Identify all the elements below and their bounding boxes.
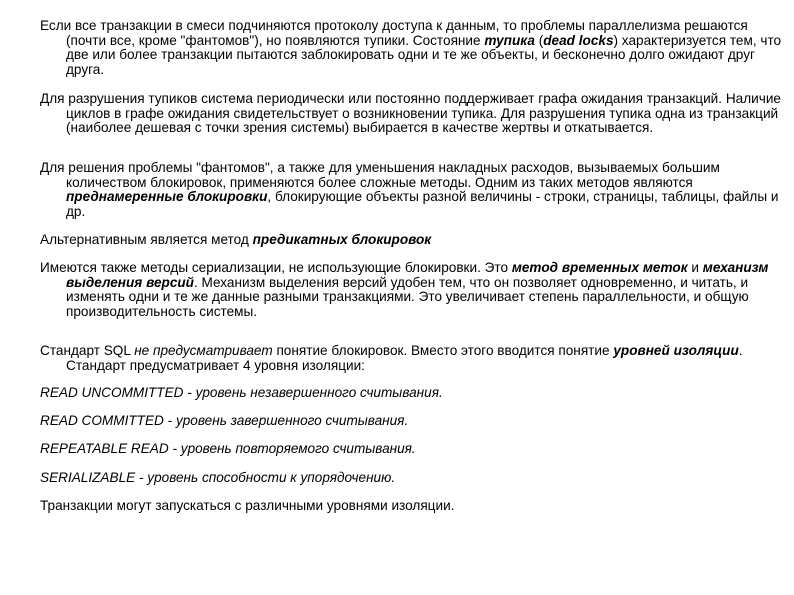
level-name: READ UNCOMMITTED (40, 385, 184, 400)
term-not-provided: не предусматривает (134, 343, 273, 358)
isolation-level-item (40, 414, 786, 429)
paragraph-predicate-locks (40, 233, 786, 248)
text: и (687, 260, 703, 275)
level-description: - уровень способности к упорядочению. (135, 470, 396, 485)
level-description: - уровень завершенного считывания. (163, 413, 409, 428)
isolation-level-item (40, 386, 786, 401)
level-name: SERIALIZABLE (40, 470, 136, 485)
text: ) характеризуется тем, что две или более транзакции пытаются заблокировать одни и те же объекты, и бесконечно долго ожидают друг друга. (66, 32, 782, 77)
text: ( (534, 32, 544, 48)
isolation-level-item (40, 442, 786, 457)
paragraph-deadlocks (40, 19, 786, 77)
text: Для разрушения тупиков система периодически или постоянно поддерживает графа ожидания транзакций. Наличие циклов в графе ожидания свидетельствует о возникновении тупика. Для разрушения тупика одна из транзакций (наиболее дешевая с точки зрения системы) выбирается в качестве жертвы и откатывается. (40, 91, 781, 136)
term-dead-locks: dead locks (543, 32, 614, 48)
text: Для решения проблемы "фантомов", а также для уменьшения накладных расходов, вызываемых большим количеством блокировок, применяются более сложные методы. Одним из таких методов являются (40, 160, 720, 190)
text: Имеются также методы сериализации, не использующие блокировки. Это (40, 260, 512, 275)
term-timestamps: метод временных меток (511, 260, 688, 275)
paragraph-serialization (40, 261, 786, 319)
level-description: - уровень незавершенного считывания. (183, 385, 443, 400)
level-name: READ COMMITTED (40, 413, 164, 428)
term-intent-locks: преднамеренные блокировки (66, 189, 268, 205)
paragraph-isolation (40, 344, 786, 373)
text: понятие блокировок. Вместо этого вводится понятие (272, 343, 614, 358)
term-deadlock: тупика (484, 32, 535, 48)
text: . Стандарт предусматривает 4 уровня изоляции: (66, 343, 743, 373)
text: Альтернативным является метод (40, 232, 253, 247)
term-isolation-levels: уровней изоляции (613, 343, 739, 358)
text: , блокирующие объекты разной величины - строки, страницы, таблицы, файлы и др. (66, 189, 779, 219)
paragraph-intent-locks (40, 161, 786, 219)
term-predicate-locks: предикатных блокировок (252, 232, 432, 247)
paragraph-wait-graph (40, 92, 786, 136)
text: Стандарт SQL (40, 343, 135, 358)
level-name: REPEATABLE READ (40, 441, 169, 456)
text: Если все транзакции в смеси подчиняются протоколу доступа к данным, то проблемы параллелизма решаются (почти все, кроме "фантомов"), но появляются тупики. Состояние (40, 18, 748, 48)
term-versions: механизм выделения версий (66, 260, 769, 290)
isolation-level-item (40, 471, 786, 486)
level-description: - уровень повторяемого считывания. (168, 441, 416, 456)
paragraph-closing (40, 499, 786, 514)
text: . Механизм выделения версий удобен тем, что он позволяет одновременно, и читать, и изменять одни и те же данные разными транзакциями. Это увеличивает степень параллельности, и общую производительность системы. (66, 274, 749, 319)
text: Транзакции могут запускаться с различными уровнями изоляции. (40, 498, 455, 513)
